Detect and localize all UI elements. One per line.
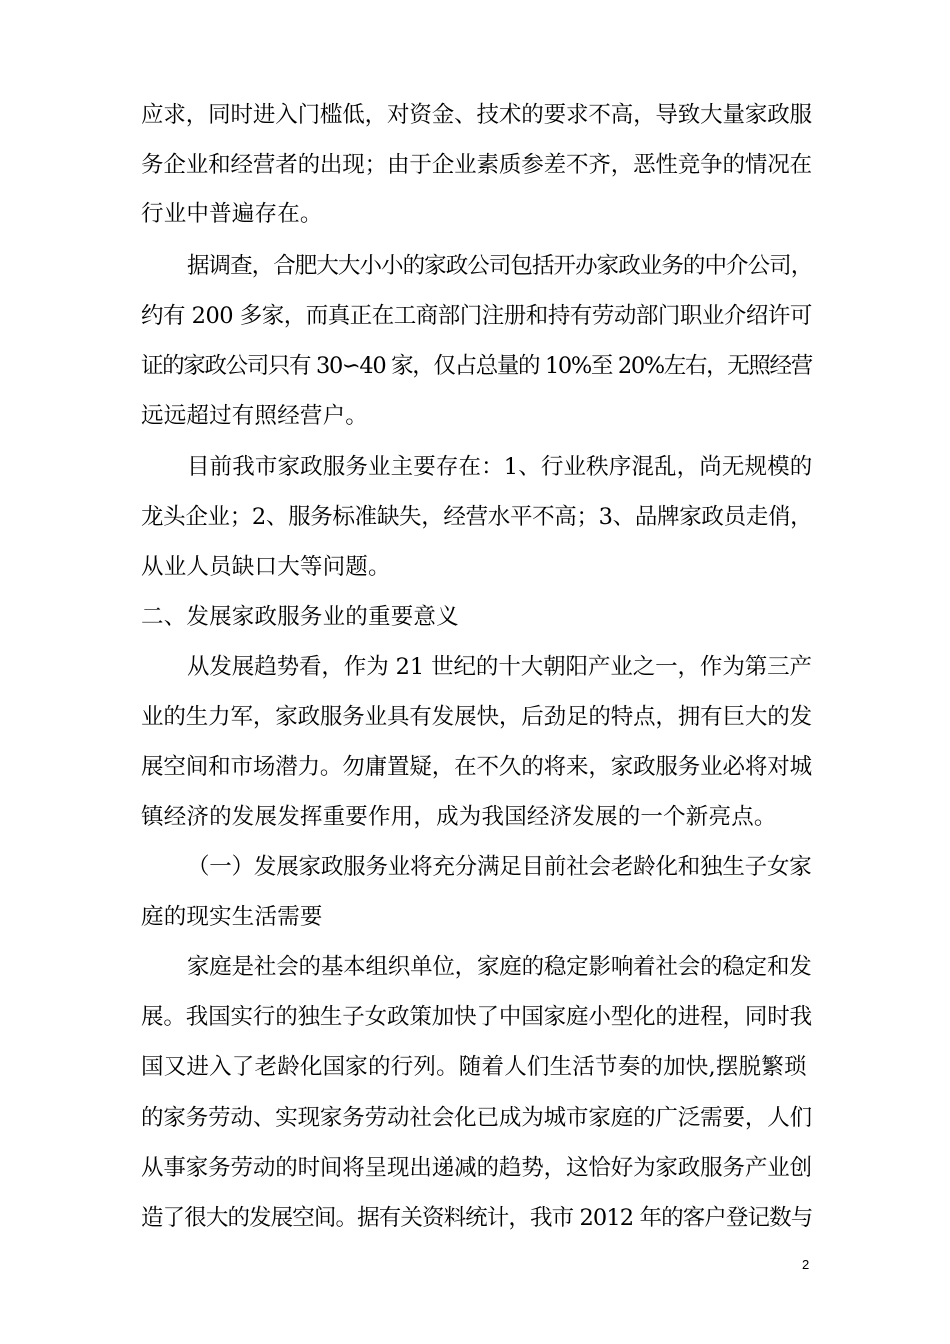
text-line-20: 国又进入了老龄化国家的行列。随着人们生活节奏的加快,摆脱繁琐 [141, 1054, 807, 1080]
section-heading: 二、发展家政服务业的重要意义 [141, 604, 459, 630]
text-line-13: 业的生力军，家政服务业具有发展快，后劲足的特点，拥有巨大的发 [141, 704, 813, 730]
text-line-18: 家庭是社会的基本组织单位，家庭的稳定影响着社会的稳定和发 [187, 954, 812, 980]
text-line-6: 证的家政公司只有 30∽40 家，仅占总量的 10%至 20%左右，无照经营 [141, 353, 812, 379]
page-number: 2 [802, 1257, 810, 1272]
text-line-3: 行业中普遍存在。 [141, 201, 323, 227]
text-line-21: 的家务劳动、实现家务劳动社会化已成为城市家庭的广泛需要，人们 [141, 1105, 813, 1131]
subheading-line-2: 庭的现实生活需要 [141, 904, 323, 930]
text-line-1: 应求，同时进入门槛低，对资金、技术的要求不高，导致大量家政服 [141, 102, 813, 128]
text-line-19: 展。我国实行的独生子女政策加快了中国家庭小型化的进程，同时我 [141, 1004, 813, 1030]
text-line-2: 务企业和经营者的出现；由于企业素质参差不齐，恶性竞争的情况在 [141, 152, 813, 178]
text-line-4: 据调查，合肥大大小小的家政公司包括开办家政业务的中介公司， [187, 253, 813, 279]
text-line-8: 目前我市家政服务业主要存在：1、行业秩序混乱，尚无规模的 [187, 454, 813, 480]
text-line-5: 约有 200 多家，而真正在工商部门注册和持有劳动部门职业介绍许可 [141, 303, 812, 329]
subheading-line-1: （一）发展家政服务业将充分满足目前社会老龄化和独生子女家 [187, 854, 812, 880]
text-line-9: 龙头企业；2、服务标准缺失，经营水平不高；3、品牌家政员走俏， [141, 504, 813, 530]
text-line-23: 造了很大的发展空间。据有关资料统计，我市 2012 年的客户登记数与 [141, 1205, 813, 1231]
text-line-10: 从业人员缺口大等问题。 [141, 554, 391, 580]
text-line-12: 从发展趋势看，作为 21 世纪的十大朝阳产业之一，作为第三产 [187, 654, 812, 680]
text-line-15: 镇经济的发展发挥重要作用，成为我国经济发展的一个新亮点。 [141, 804, 777, 830]
text-line-22: 从事家务劳动的时间将呈现出递减的趋势，这恰好为家政服务产业创 [141, 1155, 813, 1181]
text-line-7: 远远超过有照经营户。 [141, 403, 369, 429]
text-line-14: 展空间和市场潜力。勿庸置疑，在不久的将来，家政服务业必将对城 [141, 754, 813, 780]
